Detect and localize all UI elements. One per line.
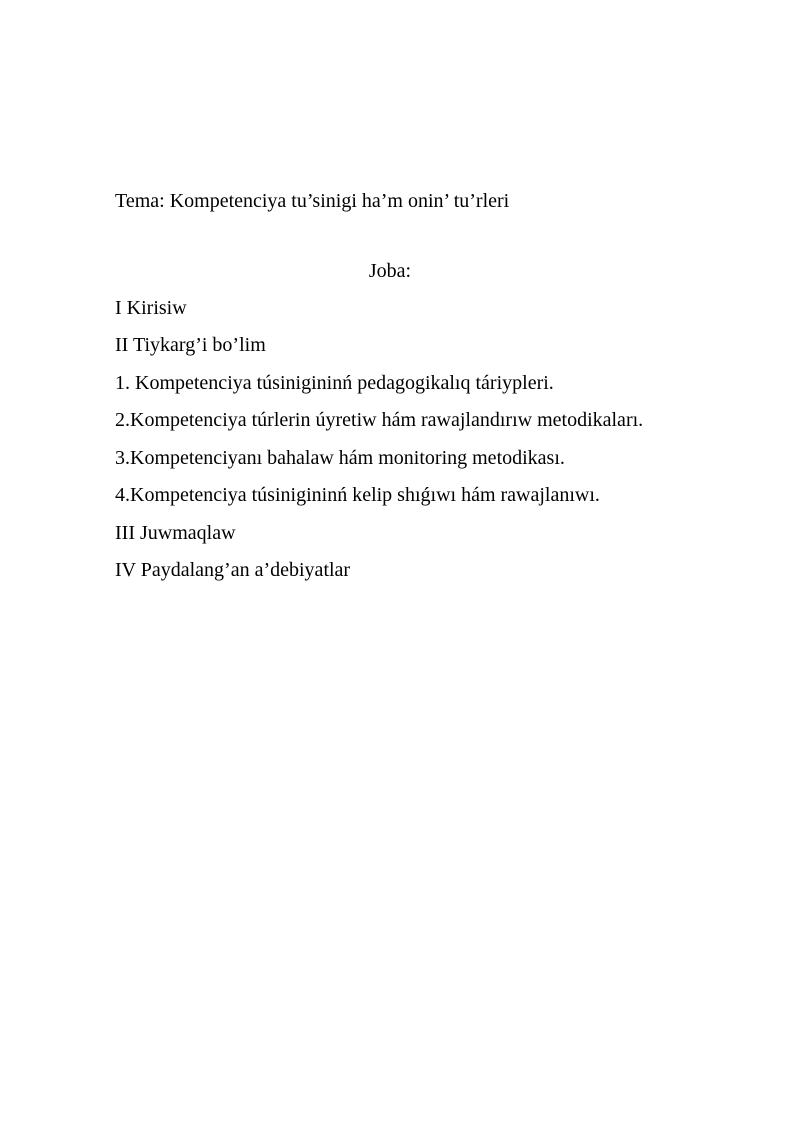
plan-heading: Joba:	[368, 260, 412, 282]
plan-item-references: IV Paydalang’an a’debiyatlar	[115, 559, 351, 581]
plan-item-introduction: I Kirisiw	[115, 297, 187, 319]
plan-item-main-part: II Tiykarg’i bo’lim	[115, 334, 266, 356]
document-title: Tema: Kompetenciya tu’sinigi ha’m onin’ tu’rleri	[115, 190, 510, 212]
plan-item-1: 1. Kompetenciya túsinigininń pedagogikalıq táriypleri.	[115, 372, 554, 394]
plan-item-3: 3.Kompetenciyanı bahalaw hám monitoring metodikası.	[115, 447, 565, 469]
plan-item-4: 4.Kompetenciya túsinigininń kelip shıǵıwı hám rawajlanıwı.	[115, 484, 600, 506]
plan-item-2: 2.Kompetenciya túrlerin úyretiw hám rawajlandırıw metodikaları.	[115, 409, 644, 431]
plan-item-conclusion: III Juwmaqlaw	[115, 522, 236, 544]
